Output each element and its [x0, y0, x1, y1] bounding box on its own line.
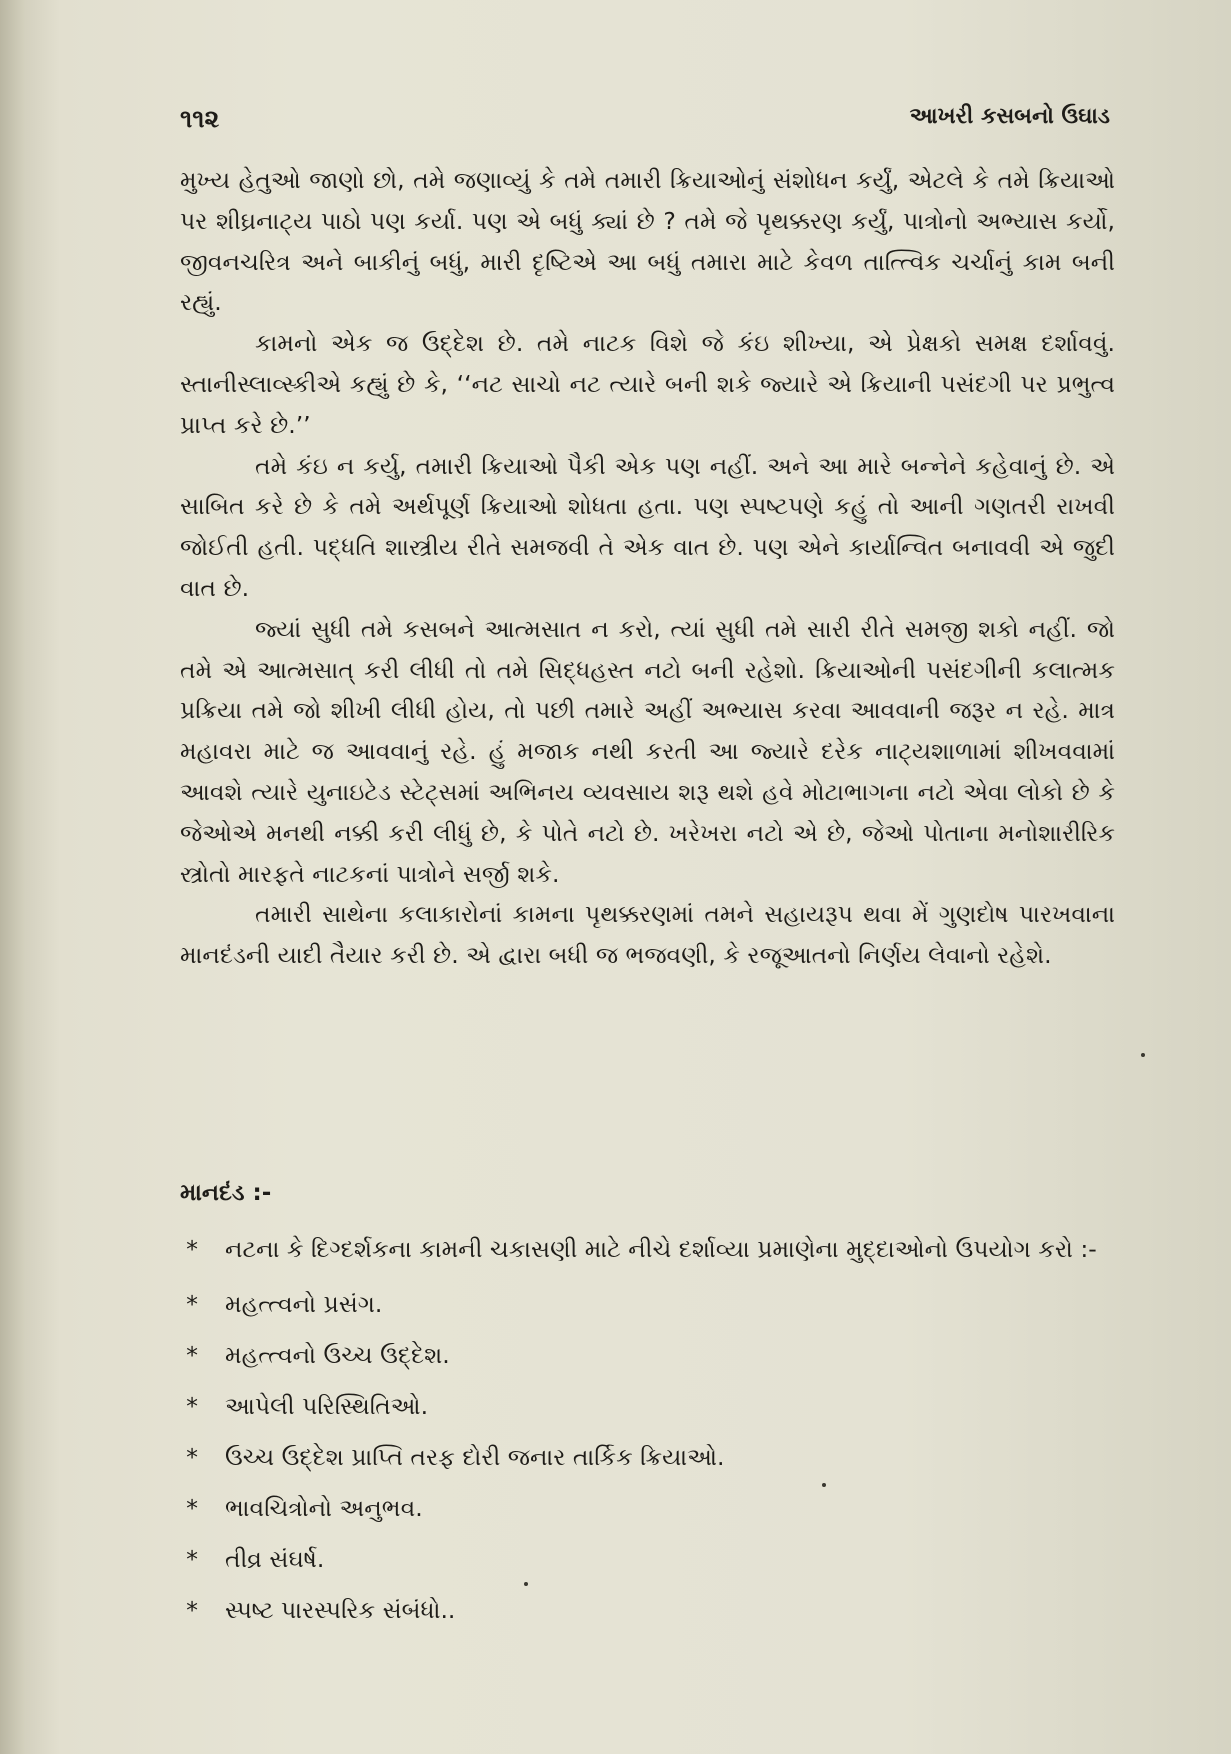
list-item-text: મહત્ત્વનો ઉચ્ચ ઉદ્દેશ. — [225, 1341, 450, 1369]
chapter-title: આખરી કસબનો ઉઘાડ — [909, 104, 1110, 129]
paragraph: તમે કંઇ ન કર્યુ, તમારી ક્રિયાઓ પૈકી એક પણ નહીં. અને આ મારે બન્નેને કહેવાનું છે. એ સાબિત કરે છે કે તમે અર્થપૂર્ણ ક્રિયાઓ શોધતા હતા. પણ સ્પષ્ટપણે કહું તો આની ગણતરી રાખવી જોઈતી હતી. પદ્ધતિ શાસ્ત્રીય રીતે સમજવી તે એક વાત છે. પણ એને કાર્યાન્વિત બનાવવી એ જુદી વાત છે. — [180, 451, 1115, 602]
paragraph: તમારી સાથેના કલાકારોનાં કામના પૃથક્કરણમાં તમને સહાયરૂપ થવા મેં ગુણદોષ પારખવાના માનદંડની યાદી તૈયાર કરી છે. એ દ્વારા બધી જ ભજવણી, કે રજૂઆતનો નિર્ણય લેવાનો રહેશે. — [180, 900, 1115, 970]
criteria-heading: માનદંડ :- — [180, 1180, 272, 1206]
bullet-marker: * — [185, 1341, 200, 1369]
list-item-text: સ્પષ્ટ પારસ્પરિક સંબંધો.. — [225, 1596, 456, 1624]
bullet-marker: * — [185, 1596, 200, 1624]
body-text — [180, 160, 1115, 976]
bullet-marker: * — [185, 1443, 200, 1471]
paragraph: કામનો એક જ ઉદ્દેશ છે. તમે નાટક વિશે જે કંઇ શીખ્યા, એ પ્રેક્ષકો સમક્ષ દર્શાવવું. સ્તાનીસ્લાવ્સ્કીએ કહ્યું છે કે, ‘‘નટ સાચો નટ ત્યારે બની શકે જ્યારે એ ક્રિયાની પસંદગી પર પ્રભુત્વ પ્રાપ્ત કરે છે.’’ — [180, 329, 1115, 439]
list-item-text: ઉચ્ચ ઉદ્દેશ પ્રાપ્તિ તરફ દોરી જનાર તાર્કિક ક્રિયાઓ. — [225, 1443, 725, 1471]
list-item-text: નટના કે દિગ્દર્શકના કામની ચકાસણી માટે નીચે દર્શાવ્યા પ્રમાણેના મુદ્દાઓનો ઉપયોગ કરો :- — [225, 1235, 1097, 1263]
bullet-marker: * — [185, 1235, 200, 1263]
list-item-text: ભાવચિત્રોનો અનુભવ. — [225, 1494, 423, 1522]
running-head — [180, 104, 1110, 140]
ink-speck — [1141, 1053, 1145, 1057]
list-item — [185, 1228, 1115, 1270]
list-item — [185, 1334, 1115, 1376]
paragraph: જ્યાં સુધી તમે કસબને આત્મસાત ન કરો, ત્યાં સુધી તમે સારી રીતે સમજી શકો નહીં. જો તમે એ આત્મસાત્ કરી લીધી તો તમે સિદ્ધહસ્ત નટો બની રહેશો. ક્રિયાઓની પસંદગીની કલાત્મક પ્રક્રિયા તમે જો શીખી લીધી હોય, તો પછી તમારે અહીં અભ્યાસ કરવા આવવાની જરૂર ન રહે. માત્ર મહાવરા માટે જ આવવાનું રહે. હું મજાક નથી કરતી આ જ્યારે દરેક નાટ્યશાળામાં શીખવવામાં આવશે ત્યારે યુનાઇટેડ સ્ટેટ્સમાં અભિનય વ્યવસાય શરૂ થશે હવે મોટાભાગના નટો એવા લોકો છે કે જેઓએ મનથી નક્કી કરી લીધું છે, કે પોતે નટો છે. ખરેખરા નટો એ છે, જેઓ પોતાના મનોશારીરિક સ્ત્રોતો મારફતે નાટકનાં પાત્રોને સર્જી શકે. — [180, 614, 1115, 888]
bullet-marker: * — [185, 1392, 200, 1420]
list-item — [185, 1589, 1115, 1631]
page-binding-edge — [0, 0, 24, 1754]
list-item — [185, 1487, 1115, 1529]
list-item-text: મહત્ત્વનો પ્રસંગ. — [225, 1290, 383, 1318]
ink-speck — [524, 1582, 528, 1586]
criteria-list — [185, 1228, 1115, 1640]
list-item — [185, 1283, 1115, 1325]
bullet-marker: * — [185, 1290, 200, 1318]
list-item — [185, 1436, 1115, 1478]
ink-speck — [822, 1483, 826, 1487]
list-item-text: તીવ્ર સંઘર્ષ. — [225, 1545, 325, 1573]
bullet-marker: * — [185, 1545, 200, 1573]
list-item — [185, 1538, 1115, 1580]
bullet-marker: * — [185, 1494, 200, 1522]
page-number: ૧૧૨ — [180, 104, 220, 133]
list-item-text: આપેલી પરિસ્થિતિઓ. — [225, 1392, 429, 1420]
list-item — [185, 1385, 1115, 1427]
paragraph: મુખ્ય હેતુઓ જાણો છો, તમે જણાવ્યું કે તમે તમારી ક્રિયાઓનું સંશોધન કર્યું, એટલે કે તમે ક્રિયાઓ પર શીઘ્રનાટ્ય પાઠો પણ કર્યા. પણ એ બધું ક્યાં છે ? તમે જે પૃથક્કરણ કર્યું, પાત્રોનો અભ્યાસ કર્યો, જીવનચરિત્ર અને બાકીનું બધું, મારી દૃષ્ટિએ આ બધું તમારા માટે કેવળ તાત્ત્વિક ચર્ચાનું કામ બની રહ્યું. — [180, 166, 1115, 317]
